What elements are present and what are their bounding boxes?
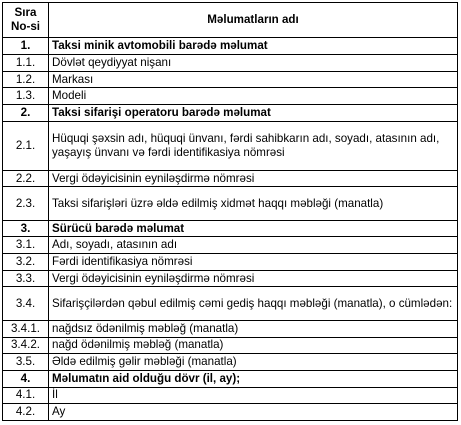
table-row [3,387,458,404]
row-number: 2.3. [15,196,36,210]
table-header-row [3,3,458,38]
row-text-cell [49,337,458,354]
row-number-cell [3,105,49,122]
row-number-cell [3,170,49,187]
row-text: Sifarişçilərdən qəbul edilmiş cəmi gediş haqqı məbləği (manatla), o cümlədən: [52,296,453,310]
row-text-cell [49,370,458,387]
row-number-cell [3,187,49,220]
row-text: Məlumatın aid olduğu dövr (il, ay); [52,371,241,385]
section-row [3,220,458,237]
row-text: Dövlət qeydiyyat nişanı [52,55,172,69]
row-text-cell [49,55,458,72]
header-col2-text: Məlumatların adı [207,13,299,27]
row-text: Vergi ödəyicisinin eyniləşdirmə nömrəsi [52,271,255,285]
row-text-cell [49,237,458,254]
row-text: nağd ödənilmiş məbləğ (manatla) [52,338,224,352]
table-row [3,121,458,170]
row-number-cell [3,38,49,55]
row-text: Əldə edilmiş gəlir məbləği (manatla) [52,355,237,368]
row-number: 3.4. [15,296,36,310]
table-row [3,88,458,105]
row-number-cell [3,88,49,105]
row-text: Vergi ödəyicisinin eyniləşdirmə nömrəsi [52,171,255,185]
row-number-cell [3,387,49,404]
row-number-cell [3,370,49,387]
table-row [3,254,458,271]
row-text: Markası [52,72,94,86]
table-row [3,270,458,287]
row-text-cell [49,220,458,237]
row-text-cell [49,71,458,88]
row-text: Adı, soyadı, atasının adı [52,238,178,252]
header-information-name [49,3,458,38]
row-number-cell [3,337,49,354]
row-text-cell [49,88,458,105]
row-number-cell [3,237,49,254]
table-row [3,237,458,254]
row-number-cell [3,354,49,371]
row-text-cell [49,287,458,320]
table-row [3,71,458,88]
row-number-cell [3,320,49,337]
row-text-cell [49,38,458,55]
row-text: Ay [52,405,66,419]
section-row [3,370,458,387]
row-text-cell [49,270,458,287]
row-number-cell [3,270,49,287]
row-number: 1.3. [15,89,36,103]
row-text-cell [49,320,458,337]
row-number: 2. [20,105,31,119]
row-text: Taksi sifarişləri üzrə əldə edilmiş xidmət haqqı məbləği (manatla) [52,196,384,210]
table-row [3,354,458,371]
header-sequence-number [3,3,49,38]
table-row [3,320,458,337]
row-number-cell [3,71,49,88]
row-number-cell [3,220,49,237]
row-text-cell [49,387,458,404]
row-number: 4.2. [15,405,36,419]
row-number-cell [3,55,49,72]
section-row [3,105,458,122]
row-number-cell [3,287,49,320]
section-row [3,38,458,55]
table-row [3,55,458,72]
row-text-cell [49,105,458,122]
header-col1-text: Sıra No-si [11,6,40,34]
row-number-cell [3,404,49,421]
row-text: Fərdi identifikasiya nömrəsi [52,254,193,268]
row-number: 3.4.1. [10,321,40,335]
row-text: Modeli [52,89,87,103]
row-number: 3.2. [15,254,36,268]
information-table [2,2,458,421]
row-text: Taksi sifarişi operatoru barədə məlumat [52,105,271,119]
row-text: Sürücü barədə məlumat [52,221,185,235]
row-text-cell [49,121,458,170]
row-text-cell [49,187,458,220]
row-number: 3.4.2. [10,338,40,352]
row-number: 2.1. [15,138,36,152]
row-number: 3.1. [15,238,36,252]
row-number: 3. [20,221,31,235]
row-text: İl [52,388,58,402]
table-row [3,337,458,354]
table-row [3,287,458,320]
row-number: 4.1. [15,388,36,402]
row-text-cell [49,354,458,371]
row-number: 1.1. [15,55,36,69]
row-number: 1. [20,39,31,53]
row-number: 1.2. [15,72,36,86]
row-number: 3.3. [15,271,36,285]
table-row [3,170,458,187]
row-text-cell [49,254,458,271]
row-number: 2.2. [15,171,36,185]
row-text-cell [49,404,458,421]
table-row [3,404,458,421]
row-number: 4. [20,371,31,385]
row-number: 3.5. [15,355,36,368]
row-text: Taksi minik avtomobili barədə məlumat [52,39,268,53]
row-text: nağdsız ödənilmiş məbləğ (manatla) [52,321,239,335]
row-number-cell [3,254,49,271]
row-text: Hüquqi şəxsin adı, hüquqi ünvanı, fərdi sahibkarın adı, soyadı, atasının adı, yaşayış ünvanı və fərdi identifikasiya nömrəsi [52,131,440,159]
row-text-cell [49,170,458,187]
table-row [3,187,458,220]
row-number-cell [3,121,49,170]
